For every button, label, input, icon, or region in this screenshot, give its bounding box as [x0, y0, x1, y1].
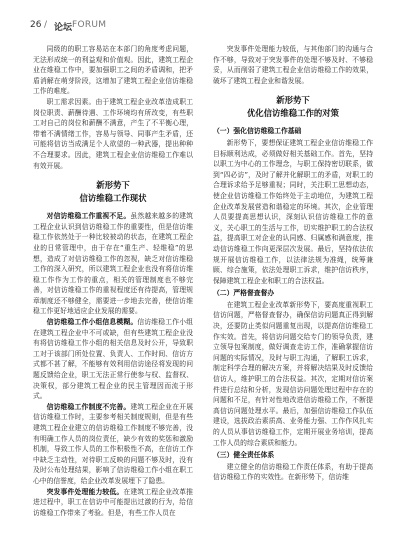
subheading: （三）健全责任体系: [213, 451, 275, 460]
page-header: [0, 0, 410, 40]
paragraph: 职工需求因素。由于建筑工程企业改革造成职工岗位职责、薪酬待遇、工作环境均有所改变，有些职工对自己的岗位和薪酬不满意，产生了不平衡心理，带着不满情绪工作，容易与领导、同事产生矛盾，还可能将信访当成满足个人欲望的一种武器，提出种种不合理要求。因此，建筑工程企业信访维稳工作难以有效开展。: [33, 97, 193, 170]
section-title-cn: 论坛: [54, 23, 73, 33]
paragraph-lead: 突发事件处理能力较低。: [46, 487, 124, 496]
paragraph-body: 信访维稳工作小组在建筑工程企业中不可或缺，但有些建筑工程企业没有将信访维稳工作小组的相关信息及时公开，导致职工对于该部门所处位置、负责人、工作时间、信访方式都不甚了解，不能够有效利用信访途径将发现的问题反馈给企业，职工无法正常行使参与权、监督权、决策权，部分建筑工程企业的民主管理因而流于形式。: [33, 318, 194, 401]
paragraph: [33, 211, 193, 317]
section-title-en: FORUM: [72, 20, 107, 30]
paragraph: 同级的的职工容易站在本部门的角度考虑问题，无法形成统一的利益观和价值观。因此，建筑工程企业在维稳工作中，要加强职工之间的矛盾调和，把矛盾消解在萌芽阶段，这增加了建筑工程企业信访维稳工作的难度。: [33, 45, 193, 96]
paragraph-lead: 信访维稳工作制度不完善。: [46, 402, 131, 411]
paragraph-body: 在建筑工程企业改革推进过程中，职工在信访中可能提出过激的行为，给信访维稳工作带来了考验。但是，有些工作人员在: [33, 487, 194, 517]
paragraph-body: 建筑工程企业在开展信访维稳工作时，主要参考相关制度规则，但是有些建筑工程企业建立的信访维稳工作制度不够完善，没有明确工作人员的岗位责任，缺少有效的奖惩和激励机制，导致工作人员的工作积极性不高，在信访工作中缺乏主动性，对待职工反映的问题不够及时，没有及时公布处理结果，影响了信访维稳工作小组在职工心中的信誉度，给企业改革发展埋下了隐患。: [33, 402, 193, 485]
subheading: （一）强化信访维稳工作基础: [213, 127, 302, 136]
right-column: [213, 44, 373, 483]
header-separator: /: [44, 20, 48, 30]
paragraph: [33, 402, 193, 487]
paragraph: [33, 487, 193, 519]
section-heading: 新形势下 优化信访维稳工作的对策: [246, 95, 340, 119]
paragraph-body: 虽然越来越多的建筑工程企业认识到信访维稳工作的重要性，但是信访维稳工作依然处于一种比较被动的状态，在建筑工程企业的日常管理中，由于存在“重生产、轻维稳”的思想，造成了对信访维稳工作的忽视，缺乏对信访维稳工作的深入研究，所以建筑工程企业也没有将信访维稳工作作为工作的重点，相关的管理制度也不够完善，对信访维稳工作的重视程度还有待提高，管理规章制度还不够健全，需要进一步地去完善，使信访维稳工作更好地适应企业发展的需要。: [33, 212, 193, 316]
page-number: 26: [30, 20, 42, 30]
section-heading: 新形势下 信访维稳工作现状: [79, 180, 147, 204]
left-column: [33, 44, 193, 518]
paragraph-lead: 对信访维稳工作重视不足。: [46, 212, 131, 221]
subheading: （二）严格督查督办: [213, 289, 275, 298]
paragraph: 建立健全的信访维稳工作责任体系，有助于提高信访维稳工作的实效性。在新形势下，信访维: [213, 462, 373, 482]
paragraph: 在建筑工程企业改革新形势下，要高度重视职工信访问题，严格督查督办，确保信访问题真正得到解决，还要防止类似问题重复出现，以提高信访维稳工作实效。首先，将信访问题交给专门的领导负责，建立领导包案制度，做好调查走访工作，准确掌握信访问题的实际情况，及时与职工沟通，了解职工诉求，制定科学合理的解决方案，并将解决结果及时反馈给信访人，维护职工的合法权益。其次，定期对信访案件进行总结和分析，发现信访问题处理过程中存在的问题和不足，有针对性地改进信访维稳工作，不断提高信访问题处理水平。最后，加强信访维稳工作队伍建设，选拔政治素质高、业务能力强、工作作风扎实的人员从事信访维稳工作，定期开展业务培训，提高工作人员的综合素质和能力。: [213, 300, 373, 447]
paragraph: 突发事件处理能力较低，与其他部门的沟通与合作不够，导致对于突发事件的处理不够及时、不够稳妥，从而削弱了建筑工程企业信访维稳工作的效果，破坏了建筑工程企业和谐发展。: [213, 45, 373, 85]
paragraph-lead: 信访维稳工作小组信息模糊。: [46, 318, 138, 327]
paragraph: 新形势下，要想保证建筑工程企业信访维稳工作目标顺利达成，必须做好相关基础工作。首先，坚持以职工为中心的工作理念，与职工保持密切联系，做到“四必访”，及时了解并化解职工的矛盾，对职工的合理诉求给予足够重视；同时，关注职工思想动态，使企业信访维稳工作始终处于主动地位，为建筑工程企业改革发展营造和谐稳定的环境。其次，企业管理人员要提高思想认识，深刻认识信访维稳工作的意义，关心职工的生活与工作，切实维护职工的合法权益，提高职工对企业的认同感、归属感和满意度，推动信访维稳工作向更深层次发展。最后，坚持依法依规开展信访维稳工作，以法律法规为准绳，统筹兼顾、综合施策，依法处理职工诉求，维护信访秩序，保障建筑工程企业和职工的合法权益。: [213, 138, 373, 285]
paragraph: [33, 317, 193, 402]
